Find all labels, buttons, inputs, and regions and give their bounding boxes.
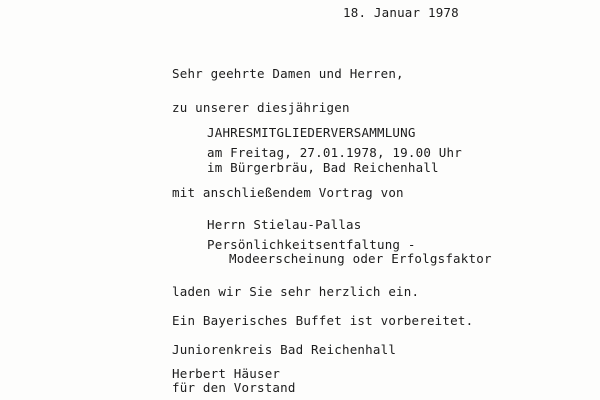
speaker-name: Herrn Stielau-Pallas — [207, 217, 362, 232]
letter-date: 18. Januar 1978 — [343, 5, 459, 20]
salutation: Sehr geehrte Damen und Herren, — [172, 66, 404, 81]
event-date-time: am Freitag, 27.01.1978, 19.00 Uhr — [207, 145, 462, 160]
signer-name: Herbert Häuser — [172, 366, 281, 381]
signer-role: für den Vorstand — [172, 380, 296, 395]
event-location: im Bürgerbräu, Bad Reichenhall — [207, 160, 439, 175]
invitation-text: laden wir Sie sehr herzlich ein. — [172, 284, 420, 299]
buffet-note: Ein Bayerisches Buffet ist vorbereitet. — [172, 313, 474, 328]
event-name: JAHRESMITGLIEDERVERSAMMLUNG — [207, 125, 416, 140]
lecture-intro: mit anschließendem Vortrag von — [172, 185, 404, 200]
lecture-topic-line-2: Modeerscheinung oder Erfolgsfaktor — [229, 251, 492, 266]
organization-name: Juniorenkreis Bad Reichenhall — [172, 342, 397, 357]
lecture-topic-line-1: Persönlichkeitsentfaltung - — [207, 237, 416, 252]
intro-text: zu unserer diesjährigen — [172, 100, 350, 115]
